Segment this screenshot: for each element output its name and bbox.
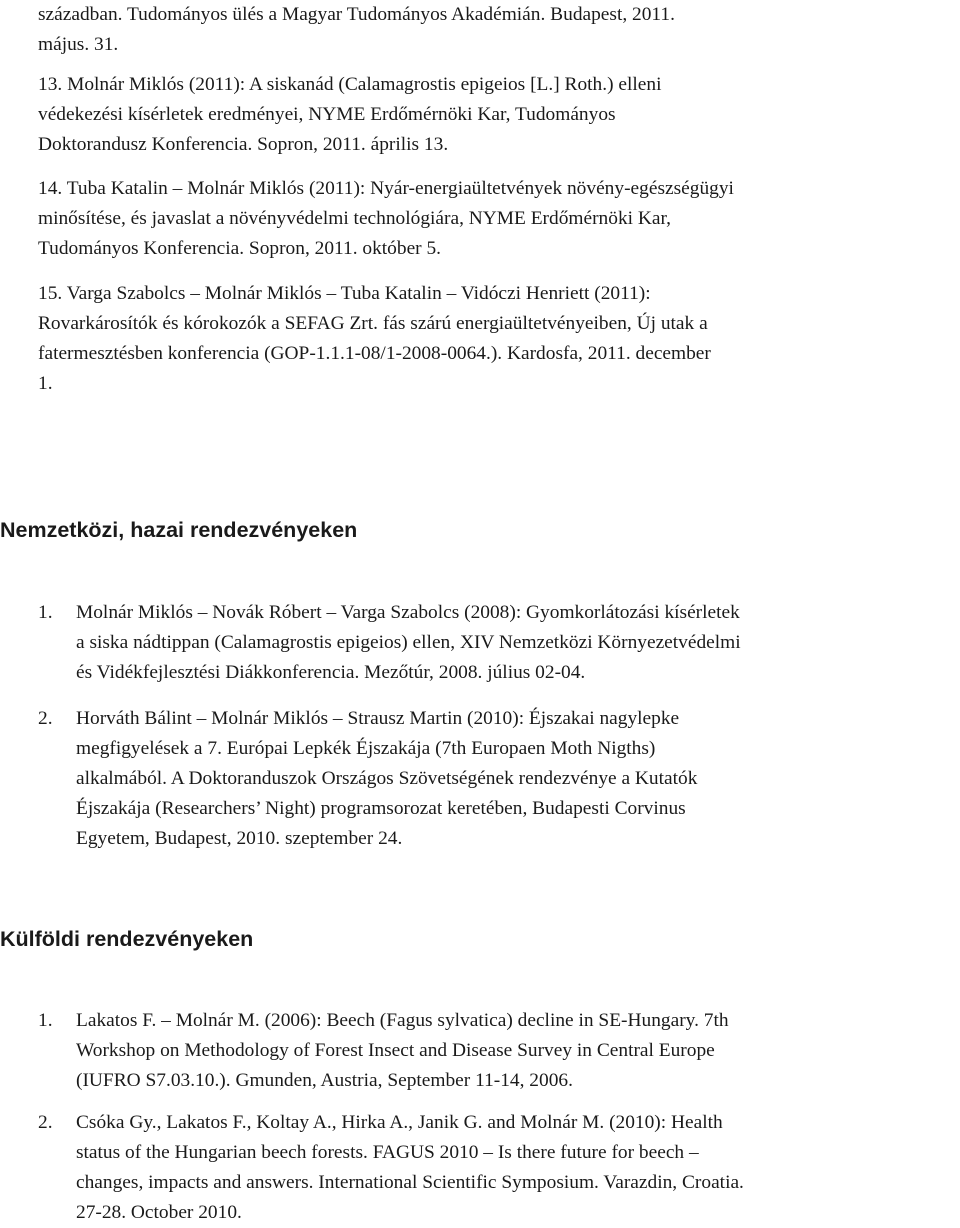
text-line: Horváth Bálint – Molnár Miklós – Strausz Martin (2010): Éjszakai nagylepke — [76, 708, 680, 729]
text-line: status of the Hungarian beech forests. FAGUS 2010 – Is there future for beech – — [76, 1142, 699, 1163]
text-line: 15. Varga Szabolcs – Molnár Miklós – Tuba Katalin – Vidóczi Henriett (2011): — [38, 283, 651, 304]
text-line: Éjszakája (Researchers’ Night) programsorozat keretében, Budapesti Corvinus — [76, 798, 686, 819]
text-line: 27-28. October 2010. — [76, 1202, 242, 1223]
text-line: május. 31. — [38, 34, 119, 55]
list-item-15 — [38, 279, 954, 399]
text-line: Tudományos Konferencia. Sopron, 2011. október 5. — [38, 238, 442, 259]
text-line: században. Tudományos ülés a Magyar Tudományos Akadémián. Budapest, 2011. — [38, 4, 675, 25]
text-line: és Vidékfejlesztési Diákkonferencia. Mezőtúr, 2008. július 02-04. — [76, 662, 586, 683]
text-line: Lakatos F. – Molnár M. (2006): Beech (Fagus sylvatica) decline in SE-Hungary. 7th — [76, 1010, 729, 1031]
text-line: 13. Molnár Miklós (2011): A siskanád (Calamagrostis epigeios [L.] Roth.) elleni — [38, 74, 662, 95]
text-line: megfigyelések a 7. Európai Lepkék Éjszakája (7th Europaen Moth Nigths) — [76, 738, 656, 759]
list-item-domestic-1 — [38, 598, 954, 688]
list-number: 1. — [38, 602, 53, 623]
text-line: 1. — [38, 373, 53, 394]
text-line: Rovarkárosítók és kórokozók a SEFAG Zrt. fás szárú energiaültetvényeiben, Új utak a — [38, 313, 708, 334]
list-item-13 — [38, 70, 954, 160]
text-line: védekezési kísérletek eredményei, NYME Erdőmérnöki Kar, Tudományos — [38, 104, 616, 125]
text-line: changes, impacts and answers. International Scientific Symposium. Varazdin, Croatia. — [76, 1172, 744, 1193]
text-line: Workshop on Methodology of Forest Insect and Disease Survey in Central Europe — [76, 1040, 715, 1061]
text-line: Egyetem, Budapest, 2010. szeptember 24. — [76, 828, 403, 849]
text-line: Doktorandusz Konferencia. Sopron, 2011. április 13. — [38, 134, 449, 155]
text-line: minősítése, és javaslat a növényvédelmi technológiára, NYME Erdőmérnöki Kar, — [38, 208, 672, 229]
list-number: 1. — [38, 1010, 53, 1031]
text-line: fatermesztésben konferencia (GOP-1.1.1-08/1-2008-0064.). Kardosfa, 2011. december — [38, 343, 711, 364]
text-line: a siska nádtippan (Calamagrostis epigeios) ellen, XIV Nemzetközi Környezetvédelmi — [76, 632, 741, 653]
text-line: Csóka Gy., Lakatos F., Koltay A., Hirka A., Janik G. and Molnár M. (2010): Health — [76, 1112, 723, 1133]
list-number: 2. — [38, 708, 53, 729]
section-heading-domestic: Nemzetközi, hazai rendezvényeken — [0, 518, 358, 542]
text-line: Molnár Miklós – Novák Róbert – Varga Szabolcs (2008): Gyomkorlátozási kísérletek — [76, 602, 740, 623]
list-item-foreign-1 — [38, 1006, 954, 1096]
list-number: 2. — [38, 1112, 53, 1133]
section-heading-foreign: Külföldi rendezvényeken — [0, 927, 254, 951]
item-12-continuation — [38, 0, 954, 60]
text-line: (IUFRO S7.03.10.). Gmunden, Austria, September 11-14, 2006. — [76, 1070, 573, 1091]
list-item-foreign-2 — [38, 1108, 954, 1224]
list-item-domestic-2 — [38, 704, 954, 854]
text-line: alkalmából. A Doktoranduszok Országos Szövetségének rendezvénye a Kutatók — [76, 768, 698, 789]
text-line: 14. Tuba Katalin – Molnár Miklós (2011): Nyár-energiaültetvények növény-egészségügyi — [38, 178, 734, 199]
list-item-14 — [38, 174, 954, 264]
